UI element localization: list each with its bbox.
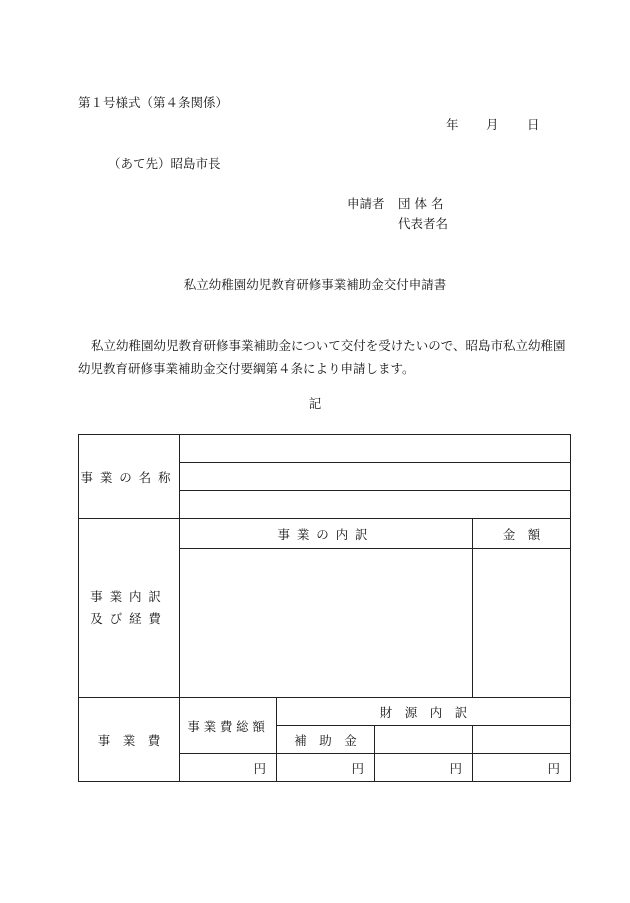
date-month-label: 月 — [486, 117, 499, 132]
amount-header: 金 額 — [502, 526, 541, 542]
yen-unit: 円 — [449, 760, 462, 776]
subsidy-label: 補 助 金 — [294, 732, 357, 748]
total-cost-label: 事業費総額 — [187, 718, 269, 734]
yen-unit: 円 — [351, 760, 364, 776]
funding-source-2-amount-field[interactable] — [375, 754, 473, 782]
representative-label: 代表者名 — [398, 216, 449, 231]
breakdown-header-cell — [180, 519, 473, 549]
addressee: （あて先）昭島市長 — [108, 156, 221, 171]
breakdown-label-line1: 事業内訳 — [90, 589, 168, 604]
project-name-label-cell — [79, 435, 180, 519]
funding-header: 財 源 内 訳 — [379, 704, 468, 720]
breakdown-label-line2: 及び経費 — [90, 611, 168, 626]
ki-heading: 記 — [308, 396, 322, 411]
yen-unit: 円 — [547, 760, 560, 776]
date-day-label: 日 — [527, 117, 540, 132]
document-title: 私立幼稚園幼児教育研修事業補助金交付申請書 — [183, 277, 447, 292]
breakdown-header: 事業の内訳 — [277, 526, 375, 542]
subsidy-label-cell — [277, 726, 375, 754]
project-name-field-3[interactable] — [180, 491, 571, 519]
amount-header-cell — [473, 519, 571, 549]
breakdown-content-field[interactable] — [180, 549, 473, 698]
org-name-label: 団 体 名 — [398, 196, 444, 211]
application-table — [78, 434, 571, 782]
funding-source-3-label-field[interactable] — [473, 726, 571, 754]
date-year-label: 年 — [446, 117, 459, 132]
subsidy-amount-field[interactable] — [277, 754, 375, 782]
total-cost-amount-field[interactable] — [180, 754, 277, 782]
applicant-label: 申請者 — [347, 196, 385, 211]
application-body-text: 私立幼稚園幼児教育研修事業補助金について交付を受けたいので、昭島市私立幼稚園幼児教育研修事業補助金交付要綱第４条により申請します。 — [78, 338, 566, 376]
total-cost-label-cell — [180, 698, 277, 754]
funding-header-cell — [277, 698, 571, 726]
funding-source-2-label-field[interactable] — [375, 726, 473, 754]
project-name-label: 事業の名称 — [80, 469, 178, 485]
breakdown-label-cell — [79, 519, 180, 698]
project-name-field-2[interactable] — [180, 463, 571, 491]
project-name-field-1[interactable] — [180, 435, 571, 463]
cost-label-cell — [79, 698, 180, 782]
amount-content-field[interactable] — [473, 549, 571, 698]
funding-source-3-amount-field[interactable] — [473, 754, 571, 782]
form-number: 第１号様式（第４条関係） — [78, 95, 229, 110]
yen-unit: 円 — [253, 760, 266, 776]
cost-label: 事 業 費 — [97, 732, 161, 748]
